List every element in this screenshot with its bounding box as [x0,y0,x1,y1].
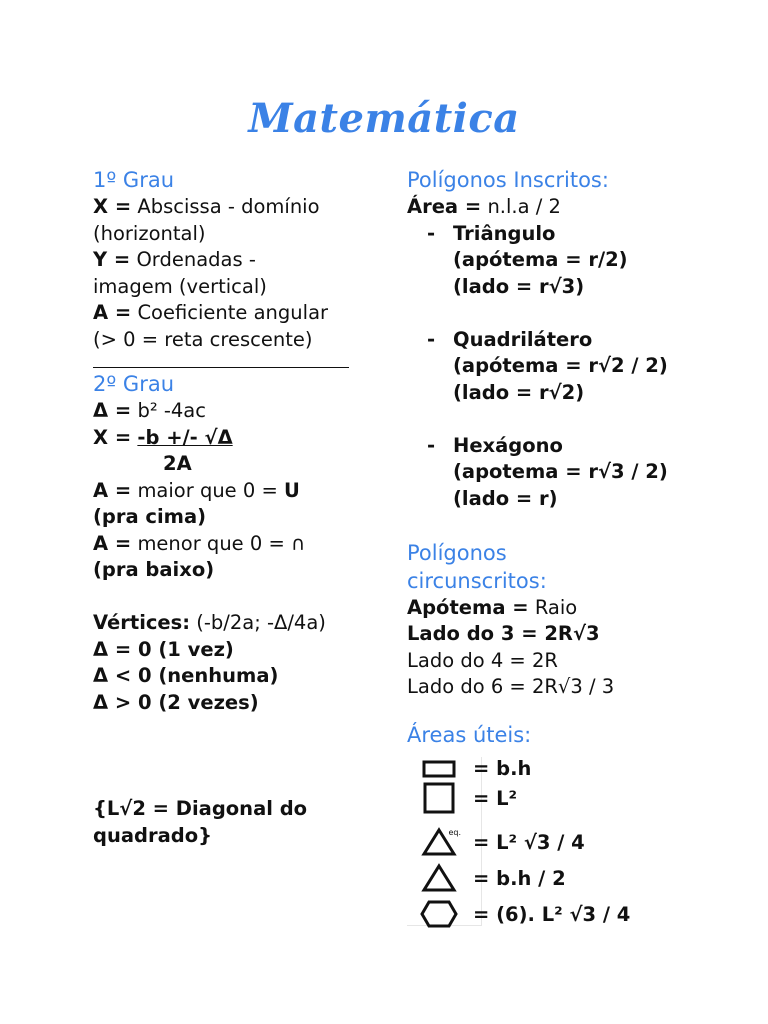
grau1-a-line2: (> 0 = reta crescente) [93,327,313,351]
a-negative-note: (pra baixo) [93,558,215,581]
inscritos-heading: Polígonos Inscritos: [407,168,609,192]
list-dash: - [427,221,436,245]
area-label: Área = [407,195,482,218]
apotema-line [407,595,747,622]
spacer [407,300,747,327]
square-formula: = L² [473,786,518,810]
delta-formula-line [93,398,383,425]
a-positive-label: A = [93,478,132,502]
equilateral-formula: = L² √3 / 4 [473,830,585,854]
y-label: Y = [93,248,131,271]
grau2-heading: 2º Grau [93,372,175,396]
x-text: Abscissa - domínio [137,195,320,218]
left-column [93,166,383,849]
a-negative-text: menor que 0 = [137,531,285,555]
a-positive-text: maior que 0 = [137,478,278,502]
bhaskara-denominator: 2A [163,452,192,475]
a-negative-symbol: ∩ [291,531,306,555]
x-label: X = [93,195,132,218]
a-positive-line [93,478,383,505]
triangulo-apotema: (apótema = r/2) [453,248,628,271]
lado4-line: Lado do 4 = 2R [407,648,558,672]
delta-positive-line: Δ > 0 (2 vezes) [93,690,259,714]
grau1-heading: 1º Grau [93,168,175,192]
spacer [93,584,383,611]
delta-negative-line: Δ < 0 (nenhuma) [93,664,279,687]
area-text: n.l.a / 2 [487,195,561,218]
spacer [93,716,383,796]
diagonal-note-line1: {L√2 = Diagonal do [93,797,308,820]
vertices-text: (-b/2a; -Δ/4a) [196,611,326,634]
areas-heading: Áreas úteis: [407,722,532,747]
quadrilatero-item [407,327,747,354]
triangulo-item [407,221,747,248]
a-negative-label: A = [93,531,132,555]
equilateral-triangle-icon [417,827,461,857]
triangle-formula: = b.h / 2 [473,866,566,890]
bhaskara-line [93,425,383,452]
area-formula-line [407,194,747,221]
a-label: A = [93,301,132,324]
delta-zero-line: Δ = 0 (1 vez) [93,637,234,661]
triangulo-label: Triângulo [453,221,556,245]
grau1-a-line [93,300,383,327]
area-triangle-row [417,863,630,893]
list-dash: - [427,433,436,457]
a-text: Coeficiente angular [137,301,329,324]
rectangle-icon [417,753,461,783]
square-icon [417,783,461,813]
hexagon-formula: = (6). L² √3 / 4 [473,902,631,926]
triangulo-lado: (lado = r√3) [453,274,585,298]
list-dash: - [427,327,436,351]
apotema-text: Raio [534,595,578,619]
y-text: Ordenadas - [136,248,256,271]
quadrilatero-label: Quadrilátero [453,327,593,351]
hexagono-item [407,433,747,460]
area-hexagon-row [417,899,630,929]
equilateral-tag: eq. [448,828,461,837]
area-equilateral-row [417,827,630,857]
a-positive-symbol: U [284,478,300,502]
spacer [407,512,747,539]
right-column [407,166,747,749]
section-divider [93,353,349,368]
hexagono-label: Hexágono [453,433,563,457]
grau1-x-line [93,194,383,221]
hexagono-apotema: (apotema = r√3 / 2) [453,460,668,483]
bhaskara-numerator: -b +/- √Δ [137,425,233,449]
rectangle-formula: = b.h [473,756,532,780]
area-rectangle-row [417,753,630,783]
quadrilatero-apotema: (apótema = r√2 / 2) [453,354,668,377]
apotema-label: Apótema = [407,595,529,619]
triangle-icon [417,863,461,893]
diagonal-note-line2: quadrado} [93,823,212,847]
quadrilatero-lado: (lado = r√2) [453,380,585,404]
bhaskara-x-label: X = [93,425,132,449]
vertices-line [93,610,383,637]
lado3-line: Lado do 3 = 2R√3 [407,622,600,645]
grau1-y-line2: imagem (vertical) [93,274,267,298]
circunscritos-heading-line1: Polígonos [407,540,507,565]
spacer [407,701,747,721]
grau1-x-line2: (horizontal) [93,221,206,245]
a-positive-note: (pra cima) [93,505,207,528]
delta-label: Δ = [93,399,132,422]
spacer [407,406,747,433]
hexagono-lado: (lado = r) [453,486,558,510]
area-square-row [417,783,630,813]
lado6-line: Lado do 6 = 2R√3 / 3 [407,675,615,698]
grau1-y-line [93,247,383,274]
circunscritos-heading-line2: circunscritos: [407,568,547,593]
areas-list [407,753,630,929]
a-negative-line [93,531,383,558]
page-title: Matemática [248,95,520,142]
delta-text: b² -4ac [137,399,206,422]
hexagon-icon [417,899,461,929]
vertices-label: Vértices: [93,611,191,634]
